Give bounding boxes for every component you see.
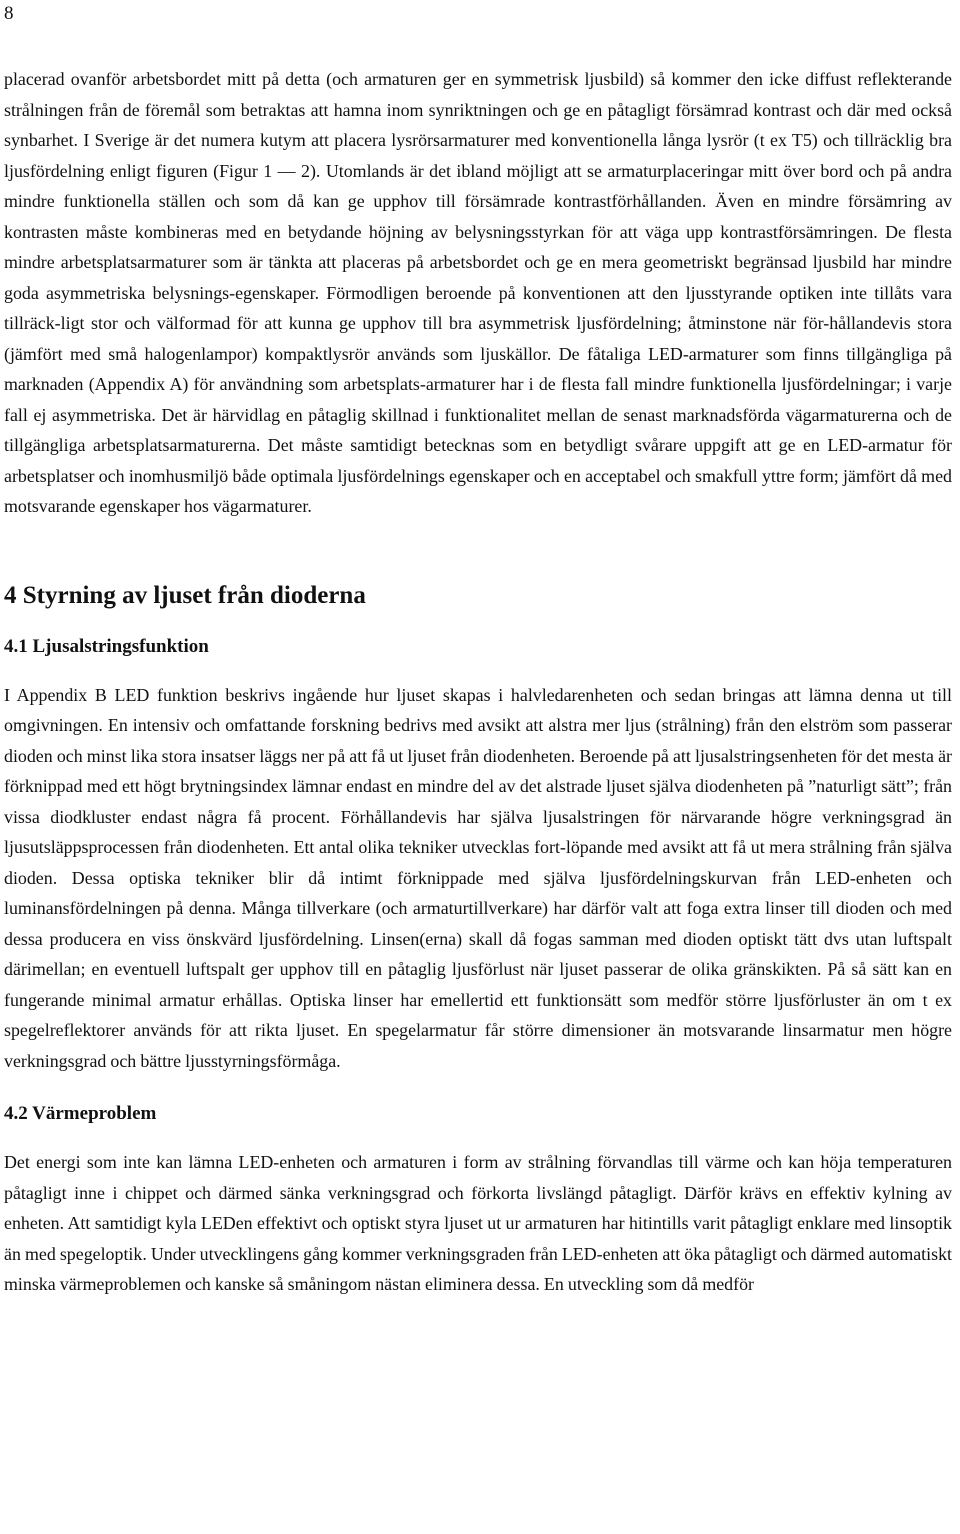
section-4-heading: 4 Styrning av ljuset från dioderna: [4, 581, 366, 609]
section-4-1-heading: 4.1 Ljusalstringsfunktion: [4, 635, 209, 657]
page-content: [4, 64, 952, 1300]
body-paragraph-1: placerad ovanför arbetsbordet mitt på detta (och armaturen ger en symmetrisk ljusbild) så kommer den icke diffust reflekterande strålningen från de föremål som betraktas att hamna inom synriktningen och ge en påtagligt försämrad kontrast och där med också synbarhet. I Sverige är det numera kutym att placera lysrörsarmaturer med konventionella långa lysrör (t ex T5) och tillräcklig bra ljusfördelning enligt figuren (Figur 1 — 2). Utomlands är det ibland möjligt att se armaturplaceringar mitt över bord och på andra mindre funktionella ställen och som då kan ge upphov till försämrade kontrastförhållanden. Även en mindre försämring av kontrasten måste kombineras med en betydande höjning av belysningsstyrkan för att väga upp kontrastförsämringen. De flesta mindre arbetsplatsarmaturer som är tänkta att placeras på arbetsbordet och ge en mera geometriskt begränsad ljusbild har mindre goda asymmetriska belysnings-egenskaper. Förmodligen beroende på konventionen att den ljusstyrande optiken inte tillåts vara tillräck-ligt stor och välformad för att kunna ge upphov till bra asymmetrisk ljusfördelning; åtminstone när för-hållandevis stora (jämfört med små halogenlampor) kompaktlysrör används som ljuskällor. De fåtaliga LED-armaturer som finns tillgängliga på marknaden (Appendix A) för användning som arbetsplats-armaturer har i de flesta fall mindre funktionella ljusfördelningar; i varje fall ej asymmetriska. Det är härvidlag en påtaglig skillnad i funktionalitet mellan de senast marknadsförda vägarmaturerna och de tillgängliga arbetsplatsarmaturerna. Det måste samtidigt betecknas som en betydligt svårare uppgift att ge en LED-armatur för arbetsplatser och inomhusmiljö både optimala ljusfördelnings egenskaper och en acceptabel och smakfull yttre form; jämfört då med motsvarande egenskaper hos vägarmaturer.: [4, 69, 952, 516]
section-4-2-heading: 4.2 Värmeproblem: [4, 1103, 157, 1124]
section-4-1-paragraph: I Appendix B LED funktion beskrivs ingående hur ljuset skapas i halvledarenheten och sedan bringas att lämna denna ut till omgivningen. En intensiv och omfattande forskning bedrivs med avsikt att alstra mer ljus (strålning) från den elström som passerar dioden och minst lika stora insatser läggs ner på att få ut ljuset från diodenheten. Beroende på att ljusalstringsenheten för det mesta är förknippad med ett högt brytningsindex lämnar endast en mindre del av det alstrade ljuset själva diodenheten på ”naturligt sätt”; från vissa diodkluster endast några få procent. Förhållandevis har själva ljusalstringen för närvarande högre verkningsgrad än ljusutsläppsprocessen från diodenheten. Ett antal olika tekniker utvecklas fort-löpande med avsikt att få ut mera strålning från själva dioden. Dessa optiska tekniker blir då intimt förknippade med själva ljusfördelningskurvan från LED-enheten och luminansfördelningen på denna. Många tillverkare (och armaturtillverkare) har därför valt att foga extra linser till dioden och med dessa producera en viss önskvärd ljusfördelning. Linsen(erna) skall då fogas samman med dioden optiskt tätt dvs utan luftspalt därimellan; en eventuell luftspalt ger upphov till en påtaglig ljusförlust när ljuset passerar de olika gränskikten. På så sätt kan en fungerande minimal armatur erhållas. Optiska linser har emellertid ett funktionsätt som medför större ljusförluster än om t ex spegelreflektorer används för att rikta ljuset. En spegelarmatur får större dimensioner än motsvarande linsarmatur men högre verkningsgrad och bättre ljusstyrningsförmåga.: [4, 684, 952, 1071]
page-number: 8: [4, 3, 14, 24]
section-4-2-paragraph: Det energi som inte kan lämna LED-enheten och armaturen i form av strålning förvandlas till värme och kan höja temperaturen påtagligt inne i chippet och därmed sänka verkningsgrad och förkorta livslängd påtagligt. Därför krävs en effektiv kylning av enheten. Att samtidigt kyla LEDen effektivt och optiskt styra ljuset ut ur armaturen har hitintills varit påtagligt enklare med linsoptik än med spegeloptik. Under utvecklingens gång kommer verkningsgraden från LED-enheten att öka påtagligt och därmed automatiskt minska värmeproblemen och kanske så småningom nästan eliminera dessa. En utveckling som då medför: [4, 1152, 952, 1294]
